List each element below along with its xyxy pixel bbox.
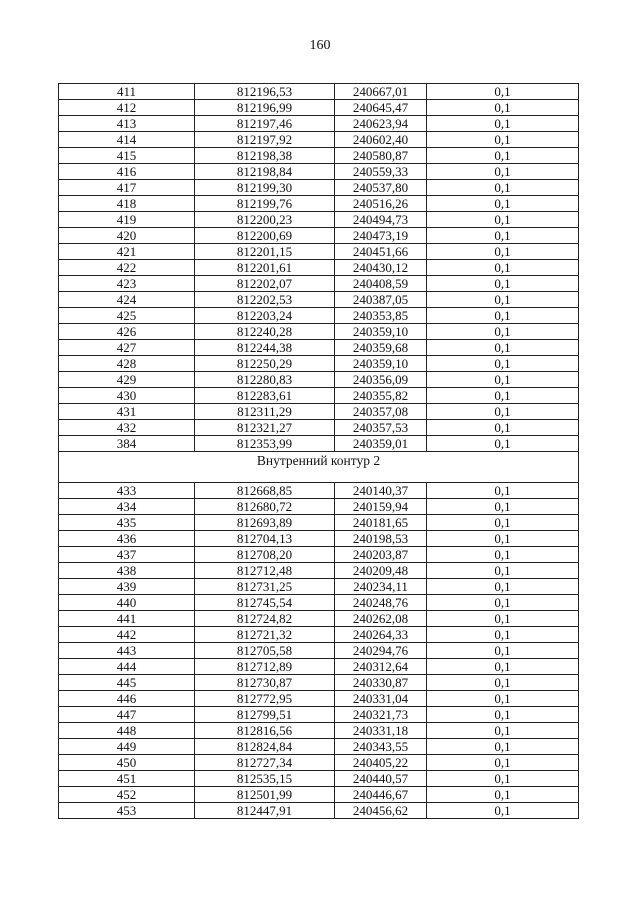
point-number-cell: 453 [59, 803, 195, 819]
x-coordinate-cell: 812244,38 [195, 340, 335, 356]
x-coordinate-cell: 812730,87 [195, 675, 335, 691]
section-row [59, 452, 579, 483]
point-number-cell: 448 [59, 723, 195, 739]
table-row [59, 420, 579, 436]
accuracy-cell: 0,1 [427, 420, 579, 436]
point-number-cell: 415 [59, 148, 195, 164]
table-row [59, 483, 579, 499]
table-row [59, 675, 579, 691]
point-number-cell: 436 [59, 531, 195, 547]
accuracy-cell: 0,1 [427, 675, 579, 691]
x-coordinate-cell: 812353,99 [195, 436, 335, 452]
point-number-cell: 429 [59, 372, 195, 388]
table-row [59, 643, 579, 659]
y-coordinate-cell: 240321,73 [335, 707, 427, 723]
point-number-cell: 426 [59, 324, 195, 340]
table-row [59, 84, 579, 100]
accuracy-cell: 0,1 [427, 499, 579, 515]
y-coordinate-cell: 240387,05 [335, 292, 427, 308]
table-row [59, 164, 579, 180]
point-number-cell: 430 [59, 388, 195, 404]
point-number-cell: 428 [59, 356, 195, 372]
table-row [59, 180, 579, 196]
table-row [59, 515, 579, 531]
x-coordinate-cell: 812197,92 [195, 132, 335, 148]
x-coordinate-cell: 812197,46 [195, 116, 335, 132]
point-number-cell: 419 [59, 212, 195, 228]
table-row [59, 324, 579, 340]
accuracy-cell: 0,1 [427, 531, 579, 547]
x-coordinate-cell: 812535,15 [195, 771, 335, 787]
point-number-cell: 432 [59, 420, 195, 436]
y-coordinate-cell: 240312,64 [335, 659, 427, 675]
point-number-cell: 452 [59, 787, 195, 803]
table-row [59, 116, 579, 132]
y-coordinate-cell: 240248,76 [335, 595, 427, 611]
point-number-cell: 446 [59, 691, 195, 707]
accuracy-cell: 0,1 [427, 212, 579, 228]
accuracy-cell: 0,1 [427, 260, 579, 276]
y-coordinate-cell: 240430,12 [335, 260, 427, 276]
x-coordinate-cell: 812705,58 [195, 643, 335, 659]
accuracy-cell: 0,1 [427, 611, 579, 627]
table-row [59, 292, 579, 308]
accuracy-cell: 0,1 [427, 595, 579, 611]
accuracy-cell: 0,1 [427, 372, 579, 388]
accuracy-cell: 0,1 [427, 244, 579, 260]
accuracy-cell: 0,1 [427, 803, 579, 819]
point-number-cell: 441 [59, 611, 195, 627]
y-coordinate-cell: 240264,33 [335, 627, 427, 643]
table-row [59, 404, 579, 420]
x-coordinate-cell: 812198,84 [195, 164, 335, 180]
accuracy-cell: 0,1 [427, 643, 579, 659]
y-coordinate-cell: 240580,87 [335, 148, 427, 164]
table-row [59, 611, 579, 627]
point-number-cell: 413 [59, 116, 195, 132]
y-coordinate-cell: 240198,53 [335, 531, 427, 547]
accuracy-cell: 0,1 [427, 84, 579, 100]
point-number-cell: 450 [59, 755, 195, 771]
accuracy-cell: 0,1 [427, 627, 579, 643]
table-row [59, 100, 579, 116]
y-coordinate-cell: 240516,26 [335, 196, 427, 212]
x-coordinate-cell: 812201,15 [195, 244, 335, 260]
x-coordinate-cell: 812824,84 [195, 739, 335, 755]
x-coordinate-cell: 812447,91 [195, 803, 335, 819]
accuracy-cell: 0,1 [427, 579, 579, 595]
point-number-cell: 424 [59, 292, 195, 308]
y-coordinate-cell: 240667,01 [335, 84, 427, 100]
point-number-cell: 449 [59, 739, 195, 755]
point-number-cell: 438 [59, 563, 195, 579]
x-coordinate-cell: 812199,30 [195, 180, 335, 196]
table-row [59, 595, 579, 611]
accuracy-cell: 0,1 [427, 356, 579, 372]
accuracy-cell: 0,1 [427, 723, 579, 739]
table-row [59, 659, 579, 675]
y-coordinate-cell: 240330,87 [335, 675, 427, 691]
y-coordinate-cell: 240359,68 [335, 340, 427, 356]
table-row [59, 531, 579, 547]
accuracy-cell: 0,1 [427, 164, 579, 180]
y-coordinate-cell: 240456,62 [335, 803, 427, 819]
accuracy-cell: 0,1 [427, 228, 579, 244]
x-coordinate-cell: 812200,23 [195, 212, 335, 228]
accuracy-cell: 0,1 [427, 563, 579, 579]
x-coordinate-cell: 812693,89 [195, 515, 335, 531]
y-coordinate-cell: 240356,09 [335, 372, 427, 388]
x-coordinate-cell: 812745,54 [195, 595, 335, 611]
x-coordinate-cell: 812501,99 [195, 787, 335, 803]
y-coordinate-cell: 240359,10 [335, 324, 427, 340]
point-number-cell: 414 [59, 132, 195, 148]
accuracy-cell: 0,1 [427, 388, 579, 404]
table-row [59, 707, 579, 723]
accuracy-cell: 0,1 [427, 180, 579, 196]
point-number-cell: 427 [59, 340, 195, 356]
y-coordinate-cell: 240451,66 [335, 244, 427, 260]
x-coordinate-cell: 812704,13 [195, 531, 335, 547]
point-number-cell: 437 [59, 547, 195, 563]
x-coordinate-cell: 812721,32 [195, 627, 335, 643]
y-coordinate-cell: 240559,33 [335, 164, 427, 180]
point-number-cell: 442 [59, 627, 195, 643]
x-coordinate-cell: 812731,25 [195, 579, 335, 595]
y-coordinate-cell: 240355,82 [335, 388, 427, 404]
accuracy-cell: 0,1 [427, 292, 579, 308]
x-coordinate-cell: 812280,83 [195, 372, 335, 388]
y-coordinate-cell: 240494,73 [335, 212, 427, 228]
x-coordinate-cell: 812816,56 [195, 723, 335, 739]
y-coordinate-cell: 240353,85 [335, 308, 427, 324]
point-number-cell: 411 [59, 84, 195, 100]
point-number-cell: 420 [59, 228, 195, 244]
x-coordinate-cell: 812203,24 [195, 308, 335, 324]
y-coordinate-cell: 240537,80 [335, 180, 427, 196]
y-coordinate-cell: 240331,18 [335, 723, 427, 739]
y-coordinate-cell: 240645,47 [335, 100, 427, 116]
point-number-cell: 443 [59, 643, 195, 659]
point-number-cell: 451 [59, 771, 195, 787]
x-coordinate-cell: 812668,85 [195, 483, 335, 499]
y-coordinate-cell: 240357,53 [335, 420, 427, 436]
x-coordinate-cell: 812712,89 [195, 659, 335, 675]
accuracy-cell: 0,1 [427, 196, 579, 212]
section-title: Внутренний контур 2 [59, 452, 579, 483]
point-number-cell: 423 [59, 276, 195, 292]
point-number-cell: 421 [59, 244, 195, 260]
y-coordinate-cell: 240294,76 [335, 643, 427, 659]
point-number-cell: 435 [59, 515, 195, 531]
table-row [59, 723, 579, 739]
y-coordinate-cell: 240234,11 [335, 579, 427, 595]
point-number-cell: 425 [59, 308, 195, 324]
x-coordinate-cell: 812680,72 [195, 499, 335, 515]
table-row [59, 755, 579, 771]
y-coordinate-cell: 240405,22 [335, 755, 427, 771]
point-number-cell: 434 [59, 499, 195, 515]
table-row [59, 308, 579, 324]
y-coordinate-cell: 240331,04 [335, 691, 427, 707]
accuracy-cell: 0,1 [427, 116, 579, 132]
x-coordinate-cell: 812311,29 [195, 404, 335, 420]
x-coordinate-cell: 812321,27 [195, 420, 335, 436]
y-coordinate-cell: 240140,37 [335, 483, 427, 499]
coordinates-table-body [59, 84, 579, 819]
x-coordinate-cell: 812199,76 [195, 196, 335, 212]
table-row [59, 340, 579, 356]
x-coordinate-cell: 812772,95 [195, 691, 335, 707]
accuracy-cell: 0,1 [427, 787, 579, 803]
accuracy-cell: 0,1 [427, 340, 579, 356]
accuracy-cell: 0,1 [427, 739, 579, 755]
accuracy-cell: 0,1 [427, 276, 579, 292]
y-coordinate-cell: 240203,87 [335, 547, 427, 563]
point-number-cell: 444 [59, 659, 195, 675]
accuracy-cell: 0,1 [427, 132, 579, 148]
page-number: 160 [309, 38, 331, 53]
table-row [59, 228, 579, 244]
y-coordinate-cell: 240473,19 [335, 228, 427, 244]
y-coordinate-cell: 240359,01 [335, 436, 427, 452]
point-number-cell: 431 [59, 404, 195, 420]
y-coordinate-cell: 240446,67 [335, 787, 427, 803]
x-coordinate-cell: 812708,20 [195, 547, 335, 563]
point-number-cell: 433 [59, 483, 195, 499]
accuracy-cell: 0,1 [427, 755, 579, 771]
table-row [59, 244, 579, 260]
x-coordinate-cell: 812712,48 [195, 563, 335, 579]
table-row [59, 436, 579, 452]
table-row [59, 212, 579, 228]
point-number-cell: 418 [59, 196, 195, 212]
table-row [59, 372, 579, 388]
accuracy-cell: 0,1 [427, 771, 579, 787]
table-row [59, 691, 579, 707]
table-row [59, 787, 579, 803]
table-row [59, 547, 579, 563]
table-row [59, 771, 579, 787]
coordinates-table [58, 83, 579, 819]
point-number-cell: 422 [59, 260, 195, 276]
point-number-cell: 447 [59, 707, 195, 723]
point-number-cell: 412 [59, 100, 195, 116]
table-row [59, 356, 579, 372]
table-row [59, 132, 579, 148]
table-row [59, 627, 579, 643]
y-coordinate-cell: 240209,48 [335, 563, 427, 579]
point-number-cell: 439 [59, 579, 195, 595]
x-coordinate-cell: 812202,07 [195, 276, 335, 292]
x-coordinate-cell: 812283,61 [195, 388, 335, 404]
accuracy-cell: 0,1 [427, 100, 579, 116]
x-coordinate-cell: 812196,99 [195, 100, 335, 116]
x-coordinate-cell: 812202,53 [195, 292, 335, 308]
table-row [59, 803, 579, 819]
accuracy-cell: 0,1 [427, 308, 579, 324]
accuracy-cell: 0,1 [427, 707, 579, 723]
point-number-cell: 445 [59, 675, 195, 691]
accuracy-cell: 0,1 [427, 547, 579, 563]
accuracy-cell: 0,1 [427, 515, 579, 531]
x-coordinate-cell: 812240,28 [195, 324, 335, 340]
x-coordinate-cell: 812727,34 [195, 755, 335, 771]
point-number-cell: 416 [59, 164, 195, 180]
point-number-cell: 417 [59, 180, 195, 196]
y-coordinate-cell: 240602,40 [335, 132, 427, 148]
x-coordinate-cell: 812250,29 [195, 356, 335, 372]
table-row [59, 388, 579, 404]
accuracy-cell: 0,1 [427, 436, 579, 452]
y-coordinate-cell: 240357,08 [335, 404, 427, 420]
table-row [59, 579, 579, 595]
y-coordinate-cell: 240262,08 [335, 611, 427, 627]
y-coordinate-cell: 240159,94 [335, 499, 427, 515]
accuracy-cell: 0,1 [427, 324, 579, 340]
table-row [59, 196, 579, 212]
table-row [59, 260, 579, 276]
point-number-cell: 440 [59, 595, 195, 611]
y-coordinate-cell: 240623,94 [335, 116, 427, 132]
accuracy-cell: 0,1 [427, 691, 579, 707]
y-coordinate-cell: 240359,10 [335, 356, 427, 372]
y-coordinate-cell: 240343,55 [335, 739, 427, 755]
table-row [59, 563, 579, 579]
x-coordinate-cell: 812196,53 [195, 84, 335, 100]
y-coordinate-cell: 240181,65 [335, 515, 427, 531]
table-row [59, 148, 579, 164]
accuracy-cell: 0,1 [427, 404, 579, 420]
y-coordinate-cell: 240408,59 [335, 276, 427, 292]
x-coordinate-cell: 812200,69 [195, 228, 335, 244]
table-row [59, 499, 579, 515]
x-coordinate-cell: 812198,38 [195, 148, 335, 164]
point-number-cell: 384 [59, 436, 195, 452]
x-coordinate-cell: 812201,61 [195, 260, 335, 276]
accuracy-cell: 0,1 [427, 659, 579, 675]
accuracy-cell: 0,1 [427, 483, 579, 499]
table-row [59, 276, 579, 292]
table-row [59, 739, 579, 755]
accuracy-cell: 0,1 [427, 148, 579, 164]
y-coordinate-cell: 240440,57 [335, 771, 427, 787]
x-coordinate-cell: 812799,51 [195, 707, 335, 723]
x-coordinate-cell: 812724,82 [195, 611, 335, 627]
